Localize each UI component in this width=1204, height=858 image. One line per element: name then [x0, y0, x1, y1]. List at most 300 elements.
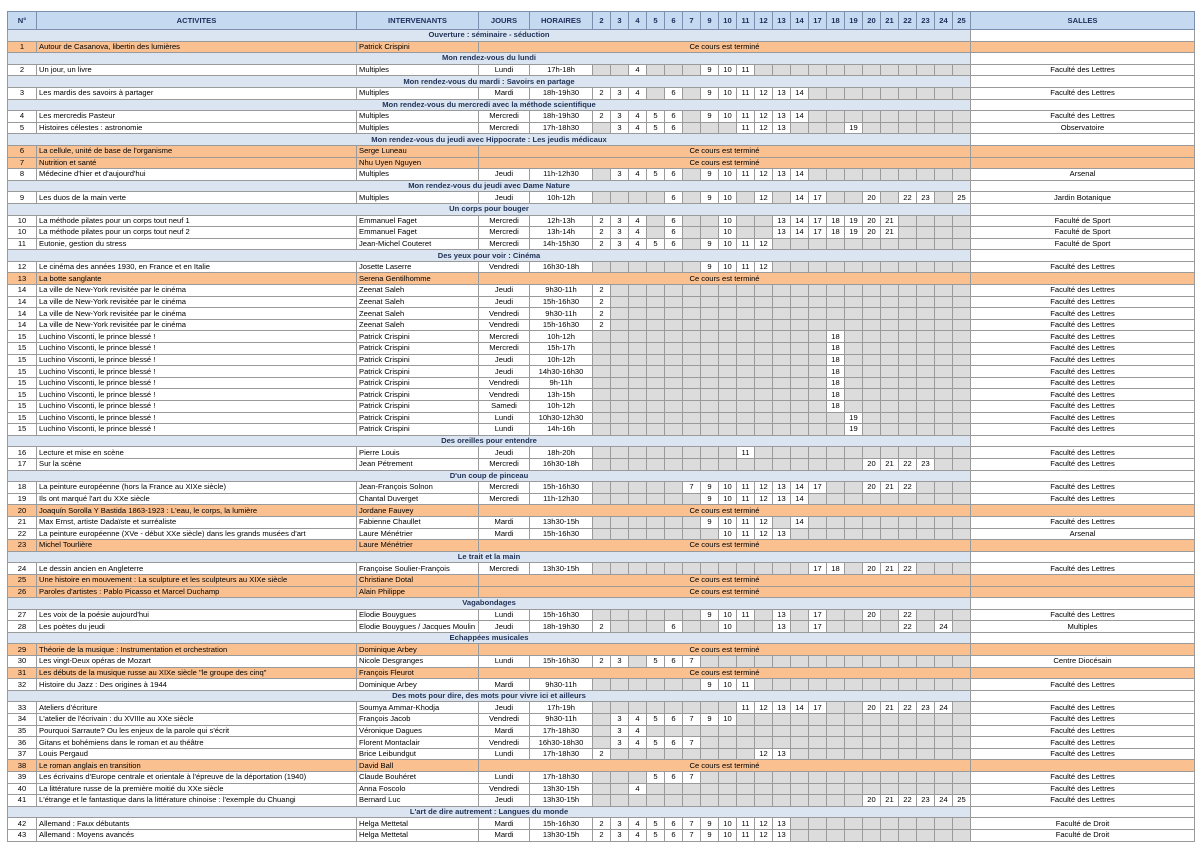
week-empty — [953, 516, 971, 528]
course-title: L'étrange et le fantastique dans la littérature chinoise : l'exemple du Chuangi — [37, 795, 357, 807]
week-empty — [701, 772, 719, 784]
course-day: Mercredi — [479, 331, 530, 343]
course-number: 42 — [8, 818, 37, 830]
week-empty — [683, 227, 701, 239]
week-empty — [629, 702, 647, 714]
week-empty — [881, 192, 899, 204]
course-row — [8, 377, 1195, 389]
week-empty — [737, 783, 755, 795]
course-room: Faculté des Lettres — [971, 458, 1195, 470]
week-session: 11 — [737, 261, 755, 273]
week-session: 10 — [719, 215, 737, 227]
course-number: 7 — [8, 157, 37, 169]
course-day: Lundi — [479, 412, 530, 424]
week-empty — [773, 366, 791, 378]
week-empty — [845, 702, 863, 714]
week-session: 17 — [809, 609, 827, 621]
week-empty — [917, 656, 935, 668]
week-empty — [665, 389, 683, 401]
course-row — [8, 482, 1195, 494]
course-title: Les duos de la main verte — [37, 192, 357, 204]
course-room: Faculté des Lettres — [971, 401, 1195, 413]
week-empty — [611, 528, 629, 540]
week-session: 12 — [755, 482, 773, 494]
course-row — [8, 714, 1195, 726]
week-empty — [665, 377, 683, 389]
course-title: Une histoire en mouvement : La sculpture et les sculpteurs au XIXe siècle — [37, 574, 357, 586]
course-row — [8, 169, 1195, 181]
course-speaker: Jordane Fauvey — [357, 505, 479, 517]
week-empty — [755, 424, 773, 436]
week-empty — [701, 424, 719, 436]
week-empty — [611, 702, 629, 714]
week-session: 12 — [755, 516, 773, 528]
week-empty — [611, 285, 629, 297]
course-day: Jeudi — [479, 366, 530, 378]
week-empty — [863, 679, 881, 691]
week-empty — [647, 621, 665, 633]
course-day: Mercredi — [479, 215, 530, 227]
week-empty — [611, 389, 629, 401]
finished-course-row — [8, 574, 1195, 586]
week-session: 2 — [593, 285, 611, 297]
week-empty — [809, 296, 827, 308]
week-empty — [863, 401, 881, 413]
course-day: Lundi — [479, 748, 530, 760]
week-empty — [701, 412, 719, 424]
course-day: Vendredi — [479, 319, 530, 331]
week-empty — [773, 679, 791, 691]
week-empty — [845, 714, 863, 726]
room-cell — [971, 145, 1195, 157]
week-empty — [881, 87, 899, 99]
course-title: La botte sanglante — [37, 273, 357, 285]
week-session: 9 — [701, 482, 719, 494]
week-empty — [953, 829, 971, 841]
week-empty — [647, 609, 665, 621]
week-empty — [683, 285, 701, 297]
week-empty — [593, 343, 611, 355]
course-speaker: Helga Mettetal — [357, 818, 479, 830]
week-empty — [647, 377, 665, 389]
header-num: N° — [8, 12, 37, 30]
week-empty — [953, 609, 971, 621]
week-empty — [755, 296, 773, 308]
week-empty — [899, 447, 917, 459]
week-empty — [845, 621, 863, 633]
week-empty — [863, 354, 881, 366]
week-empty — [845, 458, 863, 470]
week-empty — [773, 516, 791, 528]
week-empty — [917, 563, 935, 575]
week-empty — [629, 308, 647, 320]
week-empty — [755, 366, 773, 378]
week-empty — [917, 528, 935, 540]
week-empty — [593, 795, 611, 807]
week-session: 2 — [593, 227, 611, 239]
week-empty — [791, 238, 809, 250]
finished-banner: Ce cours est terminé — [479, 157, 971, 169]
week-empty — [827, 795, 845, 807]
week-empty — [683, 308, 701, 320]
week-session: 13 — [773, 482, 791, 494]
course-speaker: Patrick Crispini — [357, 377, 479, 389]
week-session: 17 — [809, 215, 827, 227]
section-row — [8, 435, 1195, 447]
week-empty — [773, 308, 791, 320]
week-empty — [719, 366, 737, 378]
course-speaker: Serge Luneau — [357, 145, 479, 157]
week-session: 17 — [809, 621, 827, 633]
week-session: 13 — [773, 621, 791, 633]
week-session: 23 — [917, 458, 935, 470]
section-spacer — [971, 53, 1195, 65]
week-session: 19 — [845, 424, 863, 436]
week-empty — [755, 563, 773, 575]
room-cell — [971, 644, 1195, 656]
week-empty — [935, 609, 953, 621]
week-empty — [791, 795, 809, 807]
course-row — [8, 424, 1195, 436]
week-empty — [701, 296, 719, 308]
course-number: 38 — [8, 760, 37, 772]
week-empty — [611, 331, 629, 343]
week-empty — [629, 285, 647, 297]
week-session: 13 — [773, 227, 791, 239]
week-session: 11 — [737, 482, 755, 494]
week-empty — [791, 656, 809, 668]
week-empty — [629, 772, 647, 784]
week-empty — [863, 331, 881, 343]
week-empty — [935, 725, 953, 737]
course-hours: 13h-14h — [530, 227, 593, 239]
week-session: 3 — [611, 169, 629, 181]
course-room: Faculté des Lettres — [971, 609, 1195, 621]
week-empty — [647, 319, 665, 331]
week-empty — [953, 563, 971, 575]
week-empty — [917, 296, 935, 308]
week-empty — [899, 748, 917, 760]
section-spacer — [971, 470, 1195, 482]
week-session: 4 — [629, 737, 647, 749]
week-empty — [629, 296, 647, 308]
week-session: 18 — [827, 343, 845, 355]
week-session: 10 — [719, 829, 737, 841]
section-row — [8, 180, 1195, 192]
week-empty — [935, 482, 953, 494]
course-room: Arsenal — [971, 169, 1195, 181]
week-empty — [809, 285, 827, 297]
week-session: 3 — [611, 725, 629, 737]
week-empty — [845, 169, 863, 181]
course-speaker: Patrick Crispini — [357, 354, 479, 366]
section-row — [8, 203, 1195, 215]
week-empty — [611, 261, 629, 273]
room-cell — [971, 505, 1195, 517]
week-empty — [755, 285, 773, 297]
week-empty — [917, 331, 935, 343]
week-empty — [791, 401, 809, 413]
week-empty — [719, 308, 737, 320]
week-empty — [917, 261, 935, 273]
week-empty — [683, 401, 701, 413]
header-activites: ACTIVITES — [37, 12, 357, 30]
week-empty — [845, 679, 863, 691]
header-week: 19 — [845, 12, 863, 30]
course-row — [8, 458, 1195, 470]
week-empty — [773, 377, 791, 389]
week-empty — [881, 656, 899, 668]
week-empty — [701, 401, 719, 413]
course-title: Sur la scène — [37, 458, 357, 470]
course-title: Luchino Visconti, le prince blessé ! — [37, 412, 357, 424]
week-session: 11 — [737, 702, 755, 714]
week-empty — [809, 748, 827, 760]
week-session: 11 — [737, 609, 755, 621]
course-speaker: Elodie Bouygues — [357, 609, 479, 621]
course-hours: 13h30-15h — [530, 829, 593, 841]
week-empty — [683, 516, 701, 528]
course-number: 29 — [8, 644, 37, 656]
header-week: 5 — [647, 12, 665, 30]
course-title: Histoires célestes : astronomie — [37, 122, 357, 134]
week-session: 2 — [593, 748, 611, 760]
week-empty — [845, 64, 863, 76]
week-empty — [899, 516, 917, 528]
week-empty — [683, 424, 701, 436]
week-session: 21 — [881, 482, 899, 494]
course-row — [8, 725, 1195, 737]
section-row — [8, 76, 1195, 88]
week-session: 6 — [665, 621, 683, 633]
course-row — [8, 516, 1195, 528]
week-empty — [953, 424, 971, 436]
week-empty — [701, 343, 719, 355]
room-cell — [971, 273, 1195, 285]
week-empty — [773, 563, 791, 575]
course-title: Luchino Visconti, le prince blessé ! — [37, 401, 357, 413]
week-session: 21 — [881, 563, 899, 575]
week-empty — [881, 818, 899, 830]
course-number: 19 — [8, 493, 37, 505]
course-title: Luchino Visconti, le prince blessé ! — [37, 343, 357, 355]
week-empty — [881, 122, 899, 134]
week-empty — [719, 795, 737, 807]
week-empty — [665, 366, 683, 378]
week-empty — [953, 227, 971, 239]
course-day: Mercredi — [479, 238, 530, 250]
week-empty — [827, 296, 845, 308]
week-empty — [665, 331, 683, 343]
course-title: Histoire du Jazz : Des origines à 1944 — [37, 679, 357, 691]
course-number: 40 — [8, 783, 37, 795]
week-empty — [917, 401, 935, 413]
week-empty — [737, 748, 755, 760]
week-session: 13 — [773, 169, 791, 181]
course-row — [8, 64, 1195, 76]
course-day: Vendredi — [479, 737, 530, 749]
week-empty — [755, 725, 773, 737]
week-session: 20 — [863, 482, 881, 494]
week-empty — [863, 818, 881, 830]
course-speaker: Dominique Arbey — [357, 679, 479, 691]
week-empty — [683, 238, 701, 250]
course-speaker: Patrick Crispini — [357, 41, 479, 53]
week-empty — [611, 458, 629, 470]
course-room: Faculté des Lettres — [971, 714, 1195, 726]
week-session: 22 — [899, 795, 917, 807]
week-empty — [719, 401, 737, 413]
week-empty — [827, 447, 845, 459]
week-empty — [845, 308, 863, 320]
room-cell — [971, 586, 1195, 598]
week-empty — [683, 261, 701, 273]
finished-course-row — [8, 540, 1195, 552]
week-session: 12 — [755, 748, 773, 760]
week-empty — [917, 354, 935, 366]
week-empty — [953, 818, 971, 830]
week-session: 13 — [773, 748, 791, 760]
section-title: Vagabondages — [8, 598, 971, 610]
week-empty — [755, 64, 773, 76]
course-speaker: Emmanuel Faget — [357, 215, 479, 227]
week-session: 12 — [755, 238, 773, 250]
course-title: Pourquoi Sarraute? Ou les enjeux de la parole qui s'écrit — [37, 725, 357, 737]
week-empty — [809, 122, 827, 134]
week-empty — [773, 412, 791, 424]
week-empty — [935, 238, 953, 250]
week-empty — [647, 458, 665, 470]
course-speaker: Patrick Crispini — [357, 366, 479, 378]
week-empty — [683, 366, 701, 378]
week-session: 9 — [701, 818, 719, 830]
week-empty — [593, 528, 611, 540]
course-row — [8, 528, 1195, 540]
week-session: 14 — [791, 169, 809, 181]
week-empty — [917, 748, 935, 760]
week-empty — [647, 795, 665, 807]
week-session: 3 — [611, 238, 629, 250]
course-speaker: Multiples — [357, 122, 479, 134]
week-session: 22 — [899, 563, 917, 575]
course-number: 9 — [8, 192, 37, 204]
week-empty — [935, 319, 953, 331]
week-empty — [881, 621, 899, 633]
week-empty — [863, 319, 881, 331]
course-room: Faculté des Lettres — [971, 795, 1195, 807]
week-session: 12 — [755, 111, 773, 123]
week-session: 9 — [701, 64, 719, 76]
week-empty — [593, 366, 611, 378]
course-day: Jeudi — [479, 354, 530, 366]
course-speaker: Patrick Crispini — [357, 343, 479, 355]
room-cell — [971, 157, 1195, 169]
week-session: 6 — [665, 87, 683, 99]
week-empty — [773, 331, 791, 343]
week-empty — [809, 308, 827, 320]
week-empty — [845, 285, 863, 297]
week-empty — [665, 319, 683, 331]
week-empty — [881, 748, 899, 760]
week-empty — [791, 343, 809, 355]
course-day: Jeudi — [479, 702, 530, 714]
week-empty — [827, 748, 845, 760]
week-session: 18 — [827, 331, 845, 343]
section-row — [8, 632, 1195, 644]
week-session: 18 — [827, 354, 845, 366]
course-speaker: Emmanuel Faget — [357, 227, 479, 239]
course-room: Faculté des Lettres — [971, 737, 1195, 749]
course-room: Faculté des Lettres — [971, 702, 1195, 714]
course-room: Faculté des Lettres — [971, 366, 1195, 378]
week-session: 12 — [755, 169, 773, 181]
week-empty — [647, 215, 665, 227]
week-session: 7 — [683, 714, 701, 726]
week-empty — [935, 215, 953, 227]
course-number: 1 — [8, 41, 37, 53]
week-session: 18 — [827, 366, 845, 378]
week-empty — [845, 319, 863, 331]
week-empty — [953, 319, 971, 331]
week-empty — [755, 412, 773, 424]
week-empty — [665, 748, 683, 760]
week-empty — [791, 64, 809, 76]
course-room: Jardin Botanique — [971, 192, 1195, 204]
week-session: 13 — [773, 122, 791, 134]
course-speaker: Dominique Arbey — [357, 644, 479, 656]
week-empty — [809, 412, 827, 424]
week-empty — [791, 714, 809, 726]
week-empty — [719, 122, 737, 134]
week-empty — [755, 458, 773, 470]
week-empty — [881, 169, 899, 181]
week-empty — [701, 227, 719, 239]
week-empty — [719, 343, 737, 355]
week-empty — [809, 111, 827, 123]
week-empty — [935, 343, 953, 355]
week-session: 13 — [773, 829, 791, 841]
week-empty — [683, 447, 701, 459]
week-empty — [791, 609, 809, 621]
week-empty — [881, 772, 899, 784]
section-title: L'art de dire autrement : Langues du monde — [8, 806, 971, 818]
week-empty — [593, 192, 611, 204]
week-empty — [665, 516, 683, 528]
header-intervenants: INTERVENANTS — [357, 12, 479, 30]
week-empty — [611, 493, 629, 505]
course-title: Michel Tourlière — [37, 540, 357, 552]
course-day: Lundi — [479, 64, 530, 76]
week-empty — [899, 111, 917, 123]
week-empty — [863, 377, 881, 389]
section-row — [8, 53, 1195, 65]
section-title: Mon rendez-vous du mercredi avec la méthode scientifique — [8, 99, 971, 111]
week-empty — [773, 64, 791, 76]
week-empty — [647, 702, 665, 714]
week-empty — [809, 783, 827, 795]
week-empty — [935, 64, 953, 76]
week-empty — [863, 389, 881, 401]
course-number: 15 — [8, 389, 37, 401]
course-room: Faculté des Lettres — [971, 412, 1195, 424]
week-empty — [899, 528, 917, 540]
header-week: 9 — [701, 12, 719, 30]
week-empty — [935, 516, 953, 528]
week-empty — [737, 412, 755, 424]
course-speaker: Chantal Duverget — [357, 493, 479, 505]
week-empty — [863, 412, 881, 424]
week-empty — [917, 238, 935, 250]
